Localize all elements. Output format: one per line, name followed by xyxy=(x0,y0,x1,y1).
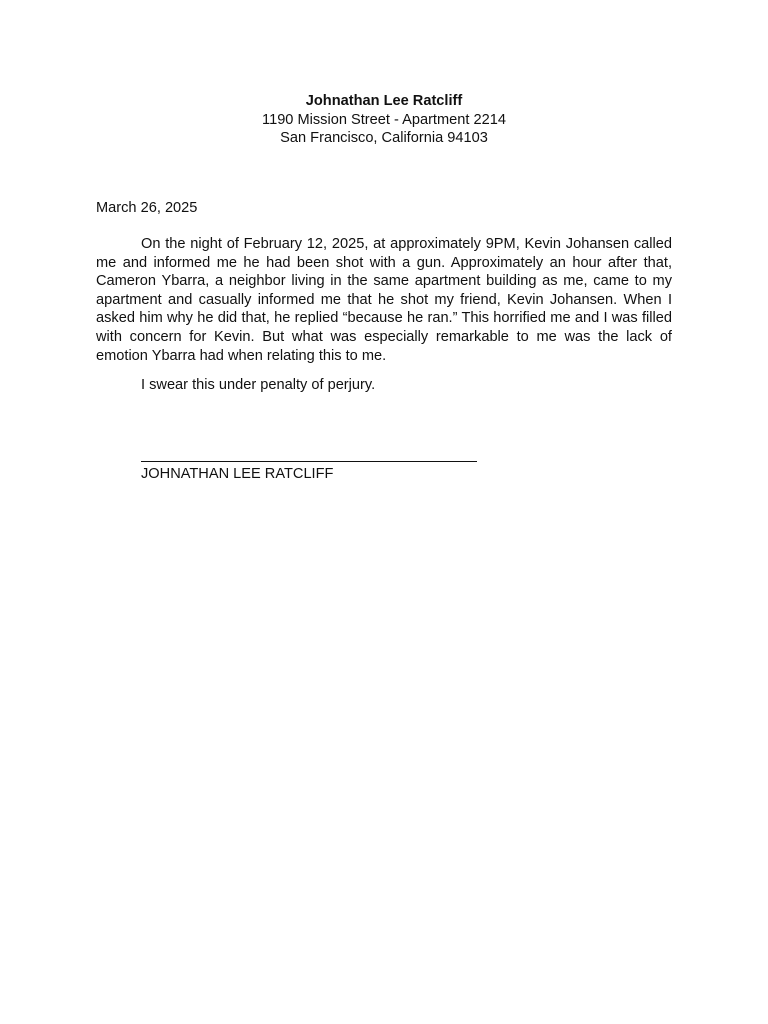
address-street: 1190 Mission Street - Apartment 2214 xyxy=(262,111,506,128)
signature-line xyxy=(141,461,477,462)
letter-date: March 26, 2025 xyxy=(96,200,198,216)
perjury-statement: I swear this under penalty of perjury. xyxy=(141,377,376,393)
address-city: San Francisco, California 94103 xyxy=(280,130,488,147)
author-name: Johnathan Lee Ratcliff xyxy=(305,93,463,109)
signature-name: JOHNATHAN LEE RATCLIFF xyxy=(141,466,334,482)
letter-header xyxy=(0,92,768,148)
statement-paragraph: On the night of February 12, 2025, at approximately 9PM, Kevin Johansen called me and informed me he had been shot with a gun. Approximately an hour after that, Cameron Ybarra, a neighbor living in the same apartment building as me, came to my apartment and casually informed me that he shot my friend, Kevin Johansen. When I asked him why he did that, he replied “because he ran.” This horrified me and I was filled with concern for Kevin. But what was especially remarkable to me was the lack of emotion Ybarra had when relating this to me. xyxy=(96,236,672,364)
